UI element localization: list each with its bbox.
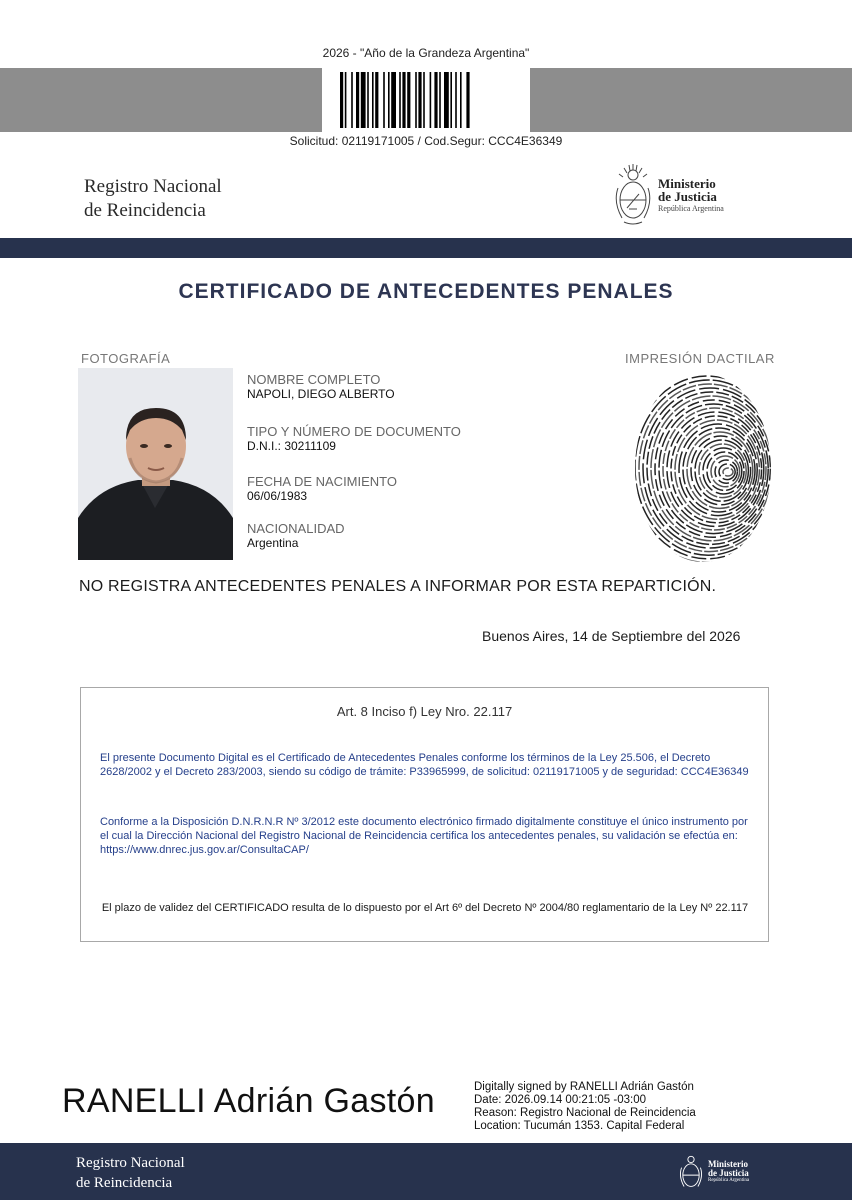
- name-value: NAPOLI, DIEGO ALBERTO: [247, 387, 395, 401]
- signature-line-2: Date: 2026.09.14 00:21:05 -03:00: [474, 1094, 647, 1106]
- header-navy-band: [0, 238, 852, 258]
- photo-label: FOTOGRAFÍA: [81, 351, 171, 366]
- birthdate-label: FECHA DE NACIMIENTO: [247, 474, 398, 489]
- document-value: D.N.I.: 30211109: [247, 439, 336, 453]
- nationality-value: Argentina: [247, 536, 299, 550]
- barcode: [322, 68, 530, 132]
- document-label: TIPO Y NÚMERO DE DOCUMENTO: [247, 424, 461, 439]
- footer-org-line2: de Reincidencia: [76, 1175, 173, 1191]
- legal-paragraph-1: El presente Documento Digital es el Certificado de Antecedentes Penales conforme los términos de la Ley 25.506, el Decreto 2628/2002 y el Decreto 283/2003, siendo su código de trámite: P33965999, de solicitud: 02119171005 y de seguridad: CCC4E36349: [100, 752, 749, 778]
- org-name: [84, 175, 222, 223]
- footer-ministry-logo: [676, 1150, 786, 1194]
- result-statement: NO REGISTRA ANTECEDENTES PENALES A INFORMAR POR ESTA REPARTICIÓN.: [79, 578, 717, 595]
- org-name-line2: de Reincidencia: [84, 200, 206, 221]
- signer-name: RANELLI Adrián Gastón: [62, 1082, 435, 1120]
- validity-note: El plazo de validez del CERTIFICADO resulta de lo dispuesto por el Art 6º del Decreto Nº 2004/80 reglamentario de la Ley Nº 22.117: [101, 902, 749, 914]
- fingerprint: [628, 372, 778, 564]
- ministry-logo: [610, 160, 760, 230]
- birthdate-value: 06/06/1983: [247, 489, 308, 503]
- ministry-line3: República Argentina: [658, 204, 724, 213]
- footer-ministry-line1: Ministerio: [708, 1159, 748, 1169]
- barcode-icon: [340, 72, 512, 128]
- footer-coat-of-arms-icon: [676, 1150, 706, 1194]
- person-photo: [78, 368, 233, 560]
- fingerprint-icon: [628, 372, 778, 564]
- org-name-line1: Registro Nacional: [84, 176, 222, 197]
- footer-ministry-line2: de Justicia: [708, 1168, 749, 1178]
- footer-ministry-line3: República Argentina: [708, 1178, 750, 1183]
- coat-of-arms-icon: [610, 160, 656, 230]
- nationality-label: NACIONALIDAD: [247, 521, 345, 536]
- article-reference: Art. 8 Inciso f) Ley Nro. 22.117: [336, 704, 513, 719]
- legal-info-box: [80, 687, 769, 942]
- issue-date: Buenos Aires, 14 de Septiembre del 2026: [482, 628, 741, 644]
- footer-org-name: [76, 1153, 185, 1193]
- certificate-title: CERTIFICADO DE ANTECEDENTES PENALES: [178, 280, 674, 303]
- legal-paragraph-2: Conforme a la Disposición D.N.R.N.R Nº 3/2012 este documento electrónico firmado digitalmente constituye el único instrumento por el cual la Dirección Nacional del Registro Nacional de Reincidencia certifica los antecedentes penales, su validación se efectúa en: https://www.dnrec.jus.gov.ar/ConsultaCAP/: [100, 816, 748, 856]
- ministry-line2: de Justicia: [658, 189, 717, 204]
- footer-org-line1: Registro Nacional: [76, 1155, 185, 1171]
- ministry-line1: Ministerio: [658, 176, 716, 191]
- person-photo-image: [78, 368, 233, 560]
- signature-line-3: Reason: Registro Nacional de Reincidencia: [474, 1107, 696, 1119]
- digital-signature-details: [474, 1081, 696, 1133]
- signature-line-1: Digitally signed by RANELLI Adrián Gastón: [474, 1081, 694, 1093]
- request-code: Solicitud: 02119171005 / Cod.Segur: CCC4E36349: [289, 134, 563, 148]
- fingerprint-label: IMPRESIÓN DACTILAR: [625, 351, 775, 366]
- header-motto: 2026 - "Año de la Grandeza Argentina": [322, 46, 530, 60]
- name-label: NOMBRE COMPLETO: [247, 372, 381, 387]
- signature-line-4: Location: Tucumán 1353. Capital Federal: [474, 1120, 685, 1132]
